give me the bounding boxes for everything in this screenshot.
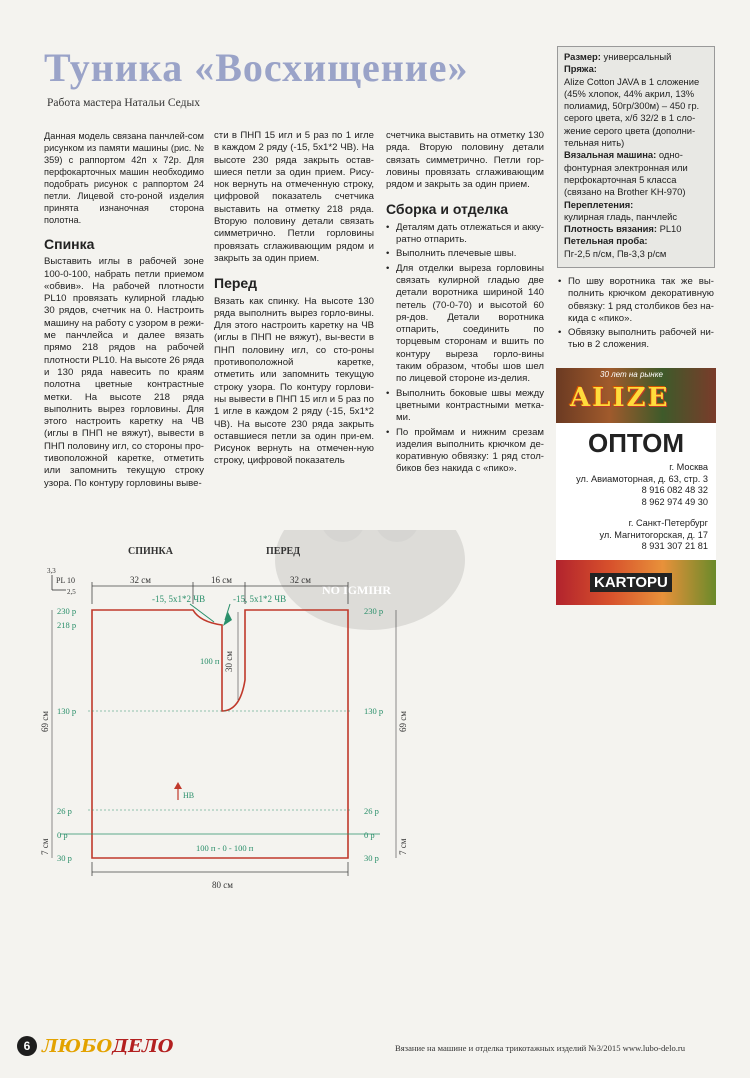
weave-value: кулирная гладь, панчлейс xyxy=(564,210,678,222)
legend-top: 3,3 xyxy=(47,567,56,575)
dim-69-right: 69 см xyxy=(398,711,408,732)
back-text: Выставить иглы в рабочей зоне 100-0-100, набрать петли приемом «обвив». На рабочей плотности PL10 провязать кулирной гладью 30 рядов, счетчик на 0. Настроить машину на работу с узором в режи-ме панчлейса и далее вязать прямо 218 рядов на рабочей плотности PL10. На высоте 26 ряда и 130 ряда навесить по краям полотна цветные контрастные метки. На высоте 218 ряда выполнить вырез горловины. Для этого настроить каретку на ЧВ (иглы в ПНП не вяжут), вывести в ПНП половину игл, со стороны про-тивоположной каретке, отметить или запомнить текущую строку узора. По контуру горловины выве- xyxy=(44,256,204,489)
gauge-value: Пг-2,5 п/см, Пв-3,3 р/см xyxy=(564,247,667,259)
ad-phone: 8 962 974 49 30 xyxy=(641,496,708,507)
list-item: • Деталям дать отлежаться и акку-ратно отпарить. xyxy=(386,222,544,247)
row-130-right: 130 р xyxy=(364,706,384,716)
logo-part-b: ДЕЛО xyxy=(112,1036,174,1057)
size-label: Размер: xyxy=(564,51,601,62)
ad-moscow xyxy=(576,462,708,508)
heading-assembly: Сборка и отделка xyxy=(386,201,509,218)
logo-part-a: ЛЮБО xyxy=(42,1036,113,1057)
machine-value: одно-фонтурная электронная или перфокарточная 5 класса (связано на Brother KH-970) xyxy=(564,149,688,198)
row-0-left: 0 р xyxy=(57,830,68,840)
machine-label: Вязальная машина: xyxy=(564,149,657,161)
ad-address: ул. Авиамоторная, д. 63, стр. 3 xyxy=(576,473,708,484)
list-item: • Обвязку выполнить рабочей ни-тью в 2 сложения. xyxy=(558,327,714,352)
footer xyxy=(0,1030,750,1060)
column-1 xyxy=(44,130,204,493)
list-item: • По проймам и нижним срезам изделия выполнить крючком де-коративную обвязку: 1 ряд стол-биков без накида с «пико». xyxy=(386,427,544,476)
row-218-left: 218 р xyxy=(57,620,77,630)
label-front: ПЕРЕД xyxy=(266,546,301,557)
page-title: Туника «Восхищение» xyxy=(44,45,469,90)
direction-label: НВ xyxy=(183,791,195,800)
list-item: • Для отделки выреза горловины связать кулирной гладью две детали воротника шириной 140 петель (70-0-70) и высотой 60 ря-дов. Детали воротника отпарить, соединить по торцевым сторонам и вшить по контуру выреза горло-вины таким образом, чтобы шов шел по лицевой стороне из-делия. xyxy=(386,263,544,386)
row-230-right: 230 р xyxy=(364,606,384,616)
row-130-left: 130 р xyxy=(57,706,77,716)
legend-pl: PL 10 xyxy=(56,576,76,585)
ad-city: г. Москва xyxy=(669,462,708,472)
column-3 xyxy=(386,130,544,478)
dim-7-right: 7 см xyxy=(398,838,408,855)
list-item: • По шву воротника так же вы-полнить крючком декоративную обвязку: 1 ряд столбиков без на-кида с «пико». xyxy=(558,276,714,325)
back-text-cont: сти в ПНП 15 игл и 5 раз по 1 игле в каждом 2 ряду (-15, 5х1*2 ЧВ). На высоте 230 ряда закрыть остав-шиеся петли за один прием. Рису-нок вернуть на отмеченную строку, цифровой показатель счетчика выставить на отметку 218 ряда. Вторую половину детали связать симметрично. Петли горловины провязать сглаживающим рядом и закрыть за один прием. xyxy=(214,130,374,264)
ad-address: ул. Магнитогорская, д. 17 xyxy=(599,529,708,540)
yarn-value: Alize Cotton JAVA в 1 сложение (45% хлопок, 44% акрил, 13% полиамид, 50гр/300м) – 450 гр. серого цвета, х/б 32/2 в 1 сло-жение серого цвета (дополни-тельная нить) xyxy=(564,75,700,149)
assembly-list xyxy=(386,222,544,476)
ad-city: г. Санкт-Петербург xyxy=(628,518,708,528)
column-2 xyxy=(214,130,374,471)
row-230-left: 230 р xyxy=(57,606,77,616)
kartopu-logo: KARTOPU xyxy=(590,573,672,592)
neck-front-note: -15, 5х1*2 ЧВ xyxy=(233,594,287,604)
notes xyxy=(558,276,714,354)
row-26-right: 26 р xyxy=(364,806,379,816)
author: Работа мастера Натальи Седых xyxy=(47,97,200,109)
neck-arrow-head xyxy=(223,612,232,626)
ad-banner-top xyxy=(556,368,716,423)
watermark-text: NO IGMIHR xyxy=(322,583,391,597)
size-value: универсальный xyxy=(603,51,672,62)
ad-phone: 8 916 082 48 32 xyxy=(641,485,708,495)
dim-16: 16 см xyxy=(211,575,232,585)
ad-years: 30 лет на рынке xyxy=(600,370,663,379)
dim-30: 30 см xyxy=(224,651,234,672)
yarn-label: Пряжа: xyxy=(564,63,597,75)
dim-7-left: 7 см xyxy=(40,838,50,855)
intro-text: Данная модель связана панчлей-сом рисунком из памяти машины (рис. № 359) с раппортом 42п х 72р. Для перфокарточных машин необходимо подобрать рисунок с раппортом 24 петли. Лицевой сто-роной изделия принята изнаночная сторона полотна. xyxy=(44,131,204,225)
row-30-right: 30 р xyxy=(364,853,379,863)
neck-back-note: -15, 5х1*2 ЧВ xyxy=(152,594,206,604)
list-item: • Выполнить боковые швы между цветными контрастными метка-ми. xyxy=(386,388,544,425)
ad-phone: 8 931 307 21 81 xyxy=(641,541,708,551)
magazine-logo xyxy=(42,1036,173,1057)
dim-69-left: 69 см xyxy=(40,711,50,732)
front-text-cont: счетчика выставить на отметку 130 ряда. Вторую половину детали связать симметрично. Петли гор-ловины провязать сглаживающим рядом и закрыть за один прием. xyxy=(386,130,544,191)
gauge-label: Петельная проба: xyxy=(564,235,648,247)
stitch-center: 100 п - 0 - 100 п xyxy=(196,843,254,853)
page-number: 6 xyxy=(17,1036,37,1056)
legend-right: 2,5 xyxy=(67,588,76,596)
footer-text: Вязание на машине и отделка трикотажных изделий №3/2015 www.lubo-delo.ru xyxy=(395,1043,686,1053)
density-label: Плотность вязания: xyxy=(564,223,657,235)
list-item: • Выполнить плечевые швы. xyxy=(386,248,544,260)
specs-box xyxy=(557,46,715,268)
row-26-left: 26 р xyxy=(57,806,72,816)
dim-32-right: 32 см xyxy=(290,575,311,585)
weave-label: Переплетения: xyxy=(564,198,634,210)
garment-outline xyxy=(92,610,348,858)
row-0-right: 0 р xyxy=(364,830,375,840)
density-value: PL10 xyxy=(659,223,682,235)
dim-32-left: 32 см xyxy=(130,575,151,585)
direction-arrow-head xyxy=(174,782,182,789)
ad-optom: ОПТОМ xyxy=(587,428,685,458)
heading-back: Спинка xyxy=(44,236,95,252)
pattern-diagram xyxy=(0,530,750,900)
stitch-100-front: 100 п xyxy=(200,656,220,666)
row-30-left: 30 р xyxy=(57,853,72,863)
dim-80: 80 см xyxy=(212,880,233,890)
alize-logo: ALIZE xyxy=(570,383,670,413)
heading-front: Перед xyxy=(214,275,258,292)
label-back: СПИНКА xyxy=(128,546,174,557)
front-text: Вязать как спинку. На высоте 130 ряда выполнить вырез горло-вины. Для этого настроить каретку на ЧВ (иглы в ПНП не вяжут), вы-вести в ПНП половину игл, со сто-роны противоположной каретке, отметить или запомнить текущую строку узора. По контуру горлови-ны вывести в ПНП 15 игл и 5 раз по 1 игле в каждом 2 ряду (-15, 5х1*2 ЧВ). На высоте 230 ряда закрыть оставшиеся петли за один при-ем. Рисунок вернуть на отмечен-ную строку, цифровой показатель xyxy=(214,295,374,467)
